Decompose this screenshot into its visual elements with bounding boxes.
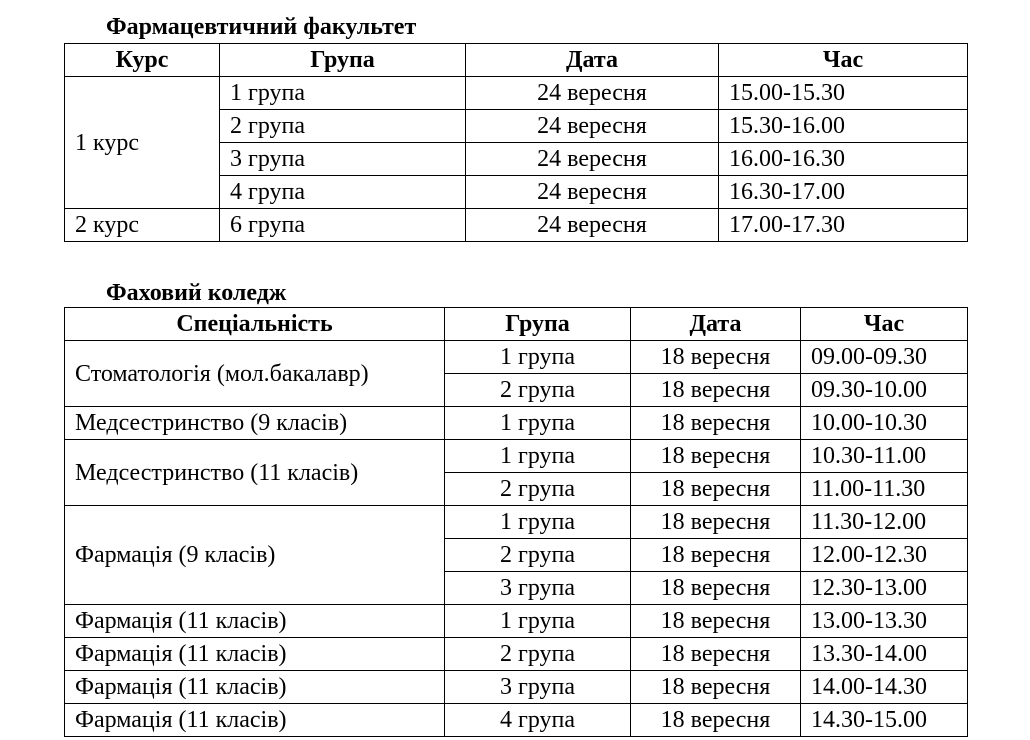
- column-header-course: Курс: [65, 44, 220, 77]
- table-row: [65, 407, 968, 440]
- time-cell: 10.30-11.00: [801, 440, 968, 473]
- time-cell: 09.30-10.00: [801, 374, 968, 407]
- time-cell: 14.00-14.30: [801, 671, 968, 704]
- group-cell: 1 група: [445, 506, 631, 539]
- faculty-schedule-table: [64, 43, 968, 242]
- date-cell: 18 вересня: [631, 539, 801, 572]
- time-cell: 17.00-17.30: [719, 209, 968, 242]
- group-cell: 2 група: [445, 638, 631, 671]
- time-cell: 10.00-10.30: [801, 407, 968, 440]
- course-cell: 2 курс: [65, 209, 220, 242]
- date-cell: 18 вересня: [631, 374, 801, 407]
- date-cell: 18 вересня: [631, 572, 801, 605]
- date-cell: 18 вересня: [631, 671, 801, 704]
- table-row: [65, 671, 968, 704]
- date-cell: 18 вересня: [631, 506, 801, 539]
- table-row: [65, 506, 968, 539]
- column-header-time: Час: [719, 44, 968, 77]
- time-cell: 16.30-17.00: [719, 176, 968, 209]
- table-header-row: [65, 44, 968, 77]
- time-cell: 13.30-14.00: [801, 638, 968, 671]
- time-cell: 15.30-16.00: [719, 110, 968, 143]
- time-cell: 16.00-16.30: [719, 143, 968, 176]
- date-cell: 18 вересня: [631, 638, 801, 671]
- time-cell: 12.00-12.30: [801, 539, 968, 572]
- group-cell: 3 група: [445, 572, 631, 605]
- group-cell: 2 група: [445, 473, 631, 506]
- group-cell: 1 група: [445, 407, 631, 440]
- specialty-cell: Стоматологія (мол.бакалавр): [65, 341, 445, 407]
- group-cell: 1 група: [445, 605, 631, 638]
- time-cell: 11.00-11.30: [801, 473, 968, 506]
- date-cell: 18 вересня: [631, 473, 801, 506]
- date-cell: 18 вересня: [631, 605, 801, 638]
- specialty-cell: Фармація (11 класів): [65, 671, 445, 704]
- time-cell: 13.00-13.30: [801, 605, 968, 638]
- group-cell: 2 група: [445, 539, 631, 572]
- date-cell: 18 вересня: [631, 407, 801, 440]
- group-cell: 1 група: [445, 341, 631, 374]
- group-cell: 3 група: [220, 143, 466, 176]
- group-cell: 4 група: [445, 704, 631, 737]
- specialty-cell: Фармація (9 класів): [65, 506, 445, 605]
- table-row: [65, 440, 968, 473]
- date-cell: 18 вересня: [631, 440, 801, 473]
- table-row: [65, 209, 968, 242]
- specialty-cell: Медсестринство (9 класів): [65, 407, 445, 440]
- group-cell: 2 група: [445, 374, 631, 407]
- table-row: [65, 77, 968, 110]
- date-cell: 24 вересня: [466, 143, 719, 176]
- column-header-specialty: Спеціальність: [65, 308, 445, 341]
- date-cell: 24 вересня: [466, 209, 719, 242]
- time-cell: 09.00-09.30: [801, 341, 968, 374]
- date-cell: 24 вересня: [466, 110, 719, 143]
- table-row: [65, 704, 968, 737]
- table-row: [65, 638, 968, 671]
- group-cell: 1 група: [445, 440, 631, 473]
- table-row: [65, 605, 968, 638]
- time-cell: 12.30-13.00: [801, 572, 968, 605]
- faculty-section-title: Фармацевтичний факультет: [106, 14, 417, 40]
- college-schedule-table: [64, 307, 968, 737]
- specialty-cell: Фармація (11 класів): [65, 605, 445, 638]
- column-header-date: Дата: [466, 44, 719, 77]
- college-section-title: Фаховий коледж: [106, 280, 287, 306]
- group-cell: 6 група: [220, 209, 466, 242]
- date-cell: 18 вересня: [631, 704, 801, 737]
- group-cell: 2 група: [220, 110, 466, 143]
- time-cell: 11.30-12.00: [801, 506, 968, 539]
- table-row: [65, 341, 968, 374]
- date-cell: 18 вересня: [631, 341, 801, 374]
- specialty-cell: Фармація (11 класів): [65, 704, 445, 737]
- course-cell: 1 курс: [65, 77, 220, 209]
- date-cell: 24 вересня: [466, 176, 719, 209]
- group-cell: 3 група: [445, 671, 631, 704]
- column-header-time: Час: [801, 308, 968, 341]
- column-header-group: Група: [220, 44, 466, 77]
- time-cell: 14.30-15.00: [801, 704, 968, 737]
- group-cell: 1 група: [220, 77, 466, 110]
- table-header-row: [65, 308, 968, 341]
- time-cell: 15.00-15.30: [719, 77, 968, 110]
- specialty-cell: Фармація (11 класів): [65, 638, 445, 671]
- column-header-date: Дата: [631, 308, 801, 341]
- specialty-cell: Медсестринство (11 класів): [65, 440, 445, 506]
- column-header-group: Група: [445, 308, 631, 341]
- group-cell: 4 група: [220, 176, 466, 209]
- date-cell: 24 вересня: [466, 77, 719, 110]
